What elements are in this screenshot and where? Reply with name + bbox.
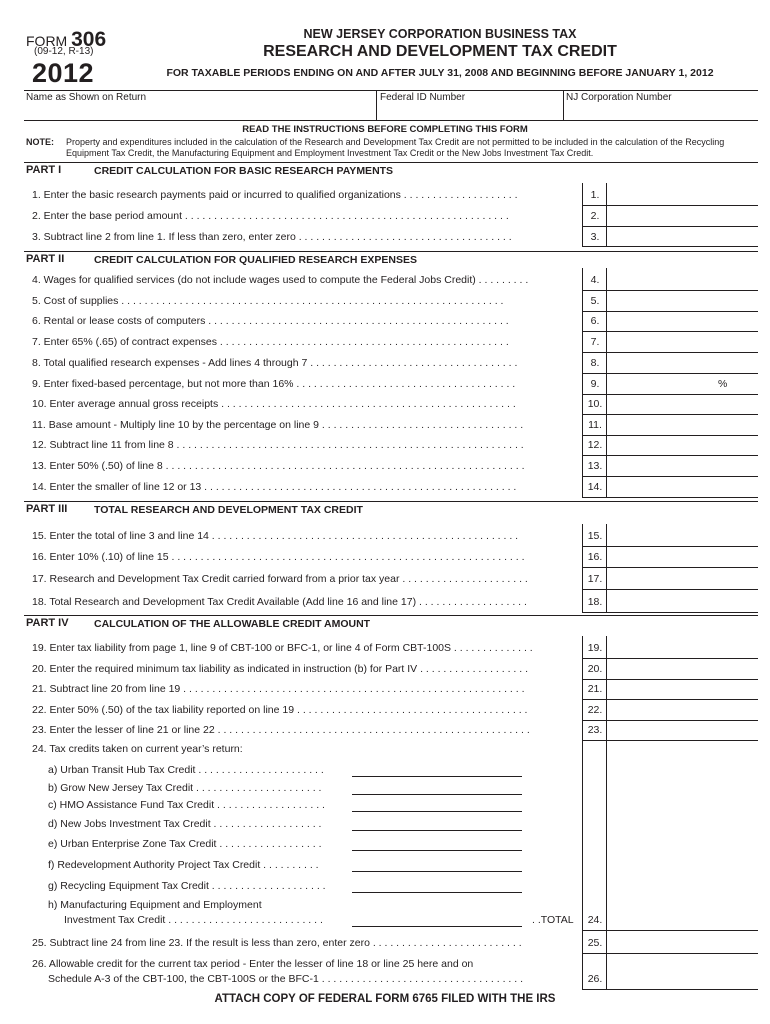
line-6-input[interactable] [582,331,758,332]
line-num: 5. [590,295,600,307]
line-5-label: 5. Cost of supplies . . . . . . . . . . . . . . . . . . . . . . . . . . . . . . . . . . . . . . . . . . . . . . . . . . . . . . . . . . . . . . . . . . [32,295,504,307]
line-20-input[interactable] [582,679,758,680]
line-num: 17. [587,573,603,585]
line-2-label: 2. Enter the base period amount . . . . . . . . . . . . . . . . . . . . . . . . . . . . . . . . . . . . . . . . . . . . . . . . . . . . . . . . [32,210,509,222]
part-3-title: TOTAL RESEARCH AND DEVELOPMENT TAX CREDIT [94,504,363,516]
line-num: 2. [590,210,600,222]
line-num: 16. [587,551,603,563]
credit-d-label: d) New Jobs Investment Tax Credit . . . . . . . . . . . . . . . . . . . [48,818,322,830]
part-4-rule [24,615,758,616]
title-line1: NEW JERSEY CORPORATION BUSINESS TAX [303,27,577,41]
credit-f-label: f) Redevelopment Authority Project Tax Credit . . . . . . . . . . [48,859,319,871]
part2-col-mid-rule [606,268,607,498]
line-19-input[interactable] [582,658,758,659]
line-num: 14. [587,481,603,493]
line-3-input[interactable] [582,246,758,247]
line-17-label: 17. Research and Development Tax Credit carried forward from a prior tax year . . . . . . . . . . . . . . . . . . . . . . [32,573,528,585]
line-22-label: 22. Enter 50% (.50) of the tax liability reported on line 19 . . . . . . . . . . . . . . . . . . . . . . . . . . . . . . . . . . . . . . . . [32,704,528,716]
tax-year: 2012 [32,58,95,88]
part-4-title: CALCULATION OF THE ALLOWABLE CREDIT AMOUNT [94,618,371,630]
line-9-label: 9. Enter fixed-based percentage, but not more than 16% . . . . . . . . . . . . . . . . . . . . . . . . . . . . . . . . . . . . . . [32,378,516,390]
line-25-input[interactable] [582,953,758,954]
line-18-input[interactable] [582,612,758,613]
id-row-top-rule [24,90,758,91]
part4-col-left-rule [582,636,583,990]
line-18-label: 18. Total Research and Development Tax Credit Available (Add line 16 and line 17) . . . . . . . . . . . . . . . . . . . [32,596,527,608]
line-12-input[interactable] [582,455,758,456]
line-num: 18. [587,596,603,608]
nj-corp-field-label: NJ Corporation Number [566,92,672,103]
fein-field-label: Federal ID Number [380,92,466,103]
line-num: 7. [590,336,600,348]
line-24-label: 24. Tax credits taken on current year’s return: [32,743,243,755]
name-field[interactable] [26,92,146,103]
line-13-label: 13. Enter 50% (.50) of line 8 . . . . . . . . . . . . . . . . . . . . . . . . . . . . . . . . . . . . . . . . . . . . . . . . . . . . . . . . . . . . . . [32,460,525,472]
line-num: 10. [587,398,603,410]
part3-col-mid-rule [606,524,607,613]
line-26-continuation: Schedule A-3 of the CBT-100, the CBT-100S or the BFC-1 . . . . . . . . . . . . . . . . . . . . . . . . . . . . . . . . . . . [48,973,524,985]
part-2-rule [24,251,758,252]
line-10-input[interactable] [582,414,758,415]
total-label: . .TOTAL [532,914,574,926]
credit-c-input[interactable] [352,811,522,812]
line-16-input[interactable] [582,567,758,568]
note-label: NOTE: [26,137,54,147]
line-num: 19. [587,642,603,654]
part-3-rule [24,501,758,502]
credit-f-input[interactable] [352,871,522,872]
id-row-bottom-rule [24,120,758,121]
line-26-label: 26. Allowable credit for the current tax period - Enter the lesser of line 18 or line 25 here and on [32,958,474,970]
line-num: 4. [590,274,600,286]
line-num: 13. [587,460,603,472]
line-9-input[interactable] [582,394,758,395]
part-4-label: PART IV [26,617,69,629]
id-divider-2 [563,90,564,120]
line-23-label: 23. Enter the lesser of line 21 or line 22 . . . . . . . . . . . . . . . . . . . . . . . . . . . . . . . . . . . . . . . . . . . . . . . . . . . . . . [32,724,530,736]
form-number: 306 [71,28,107,51]
line-7-label: 7. Enter 65% (.65) of contract expenses . . . . . . . . . . . . . . . . . . . . . . . . . . . . . . . . . . . . . . . . . . . . . . . . . . [32,336,509,348]
part3-col-left-rule [582,524,583,613]
line-16-label: 16. Enter 10% (.10) of line 15 . . . . . . . . . . . . . . . . . . . . . . . . . . . . . . . . . . . . . . . . . . . . . . . . . . . . . . . . . . . . . [32,551,525,563]
line-21-input[interactable] [582,699,758,700]
line-11-input[interactable] [582,435,758,436]
credit-g-label: g) Recycling Equipment Tax Credit . . . . . . . . . . . . . . . . . . . . [48,880,326,892]
line-num: 22. [587,704,603,716]
line-num: 1. [590,189,600,201]
line-7-input[interactable] [582,352,758,353]
credit-b-input[interactable] [352,794,522,795]
line-num: 8. [590,357,600,369]
line-2-input[interactable] [582,226,758,227]
part-1-label: PART I [26,164,62,176]
line-19-label: 19. Enter tax liability from page 1, line 9 of CBT-100 or BFC-1, or line 4 of Form CBT-100S . . . . . . . . . . . . . . [32,642,533,654]
part2-col-left-rule [582,268,583,498]
credit-d-input[interactable] [352,830,522,831]
line-num: 12. [587,439,603,451]
credit-a-input[interactable] [352,776,522,777]
line-num: 21. [587,683,603,695]
line-num: 3. [590,231,600,243]
line-21-label: 21. Subtract line 20 from line 19 . . . . . . . . . . . . . . . . . . . . . . . . . . . . . . . . . . . . . . . . . . . . . . . . . . . . . . . . . . . [32,683,525,695]
line-4-input[interactable] [582,290,758,291]
part-1-title: CREDIT CALCULATION FOR BASIC RESEARCH PAYMENTS [94,165,394,177]
line-num-24: 24. [587,914,603,926]
line-11-label: 11. Base amount - Multiply line 10 by the percentage on line 9 . . . . . . . . . . . . . . . . . . . . . . . . . . . . . . . . . . . [32,419,524,431]
line-15-input[interactable] [582,546,758,547]
line-14-label: 14. Enter the smaller of line 12 or 13 . . . . . . . . . . . . . . . . . . . . . . . . . . . . . . . . . . . . . . . . . . . . . . . . . . . . . . [32,481,517,493]
part1-col-mid-rule [606,183,607,246]
line-1-input[interactable] [582,205,758,206]
credit-c-label: c) HMO Assistance Fund Tax Credit . . . . . . . . . . . . . . . . . . . [48,799,325,811]
line-13-input[interactable] [582,476,758,477]
line-22-input[interactable] [582,720,758,721]
part-1-rule [24,162,758,163]
title-line3: FOR TAXABLE PERIODS ENDING ON AND AFTER JULY 31, 2008 AND BEGINNING BEFORE JANUARY 1, 2012 [166,67,714,79]
part4-col-mid-rule [606,636,607,990]
form-revision: (09-12, R-13) [34,46,94,57]
line-23-input[interactable] [582,740,758,741]
line-num: 23. [587,724,603,736]
credit-g-input[interactable] [352,892,522,893]
line-num: 6. [590,315,600,327]
credit-e-label: e) Urban Enterprise Zone Tax Credit . . . . . . . . . . . . . . . . . . [48,838,322,850]
read-instructions: READ THE INSTRUCTIONS BEFORE COMPLETING THIS FORM [242,124,528,135]
line-14-input[interactable] [582,497,758,498]
line-num: 20. [587,663,603,675]
line-24-input[interactable] [582,930,758,931]
line-26-input[interactable] [582,989,758,990]
part-2-label: PART II [26,253,65,265]
line-12-label: 12. Subtract line 11 from line 8 . . . . . . . . . . . . . . . . . . . . . . . . . . . . . . . . . . . . . . . . . . . . . . . . . . . . . . . . . . . . [32,439,524,451]
form-title: RESEARCH AND DEVELOPMENT TAX CREDIT [263,43,617,60]
line-8-input[interactable] [582,373,758,374]
line-10-label: 10. Enter average annual gross receipts . . . . . . . . . . . . . . . . . . . . . . . . . . . . . . . . . . . . . . . . . . . . . . . . . . . [32,398,516,410]
fein-field[interactable] [380,92,465,103]
line-num: 15. [587,530,603,542]
line-6-label: 6. Rental or lease costs of computers . . . . . . . . . . . . . . . . . . . . . . . . . . . . . . . . . . . . . . . . . . . . . . . . . . . . [32,315,509,327]
credit-e-input[interactable] [352,850,522,851]
line-20-label: 20. Enter the required minimum tax liability as indicated in instruction (b) for Part IV . . . . . . . . . . . . . . . . . . . [32,663,529,675]
credit-b-label: b) Grow New Jersey Tax Credit . . . . . . . . . . . . . . . . . . . . . . [48,782,322,794]
name-field-label: Name as Shown on Return [26,92,147,103]
line-8-label: 8. Total qualified research expenses - Add lines 4 through 7 . . . . . . . . . . . . . . . . . . . . . . . . . . . . . . . . . . . . [32,357,518,369]
note-text: Property and expenditures included in the calculation of the Research and Development Tax Credit are not permitted to be included in the calculation of the Recycling Equipment Tax Credit, the Manufacturing Equipment and Employment Investment Tax Credit or the New Jobs Investment Tax Credit. [66,137,725,158]
line-25-label: 25. Subtract line 24 from line 23. If the result is less than zero, enter zero . . . . . . . . . . . . . . . . . . . . . . . . . . [32,937,522,949]
line-num: 11. [588,419,602,431]
line-1-label: 1. Enter the basic research payments paid or incurred to qualified organizations . . . . . . . . . . . . . . . . . . . . [32,189,518,201]
line-5-input[interactable] [582,311,758,312]
credit-h-label: h) Manufacturing Equipment and Employment [48,899,262,911]
line-num: 26. [587,973,603,985]
line-15-label: 15. Enter the total of line 3 and line 14 . . . . . . . . . . . . . . . . . . . . . . . . . . . . . . . . . . . . . . . . . . . . . . . . . . . . . [32,530,519,542]
part-2-title: CREDIT CALCULATION FOR QUALIFIED RESEARCH EXPENSES [94,254,417,266]
line-17-input[interactable] [582,589,758,590]
part1-col-left-rule [582,183,583,246]
line-4-label: 4. Wages for qualified services (do not include wages used to compute the Federal Jobs Credit) . . . . . . . . . [32,274,529,286]
line-num: 9. [590,378,600,390]
credit-a-label: a) Urban Transit Hub Tax Credit . . . . . . . . . . . . . . . . . . . . . . [48,764,324,776]
attach-note: ATTACH COPY OF FEDERAL FORM 6765 FILED WITH THE IRS [214,993,556,1005]
line-num: 25. [587,937,603,949]
credit-h-continuation: Investment Tax Credit . . . . . . . . . . . . . . . . . . . . . . . . . . . [64,914,323,926]
line-3-label: 3. Subtract line 2 from line 1. If less than zero, enter zero . . . . . . . . . . . . . . . . . . . . . . . . . . . . . . . . . . . . . [32,231,512,243]
id-divider-1 [376,90,377,120]
credit-h-input[interactable] [352,926,522,927]
line-9-percent-sign: % [718,378,728,390]
form-word: FORM [26,33,68,49]
part-3-label: PART III [26,503,68,515]
nj-corp-field[interactable] [566,92,672,103]
